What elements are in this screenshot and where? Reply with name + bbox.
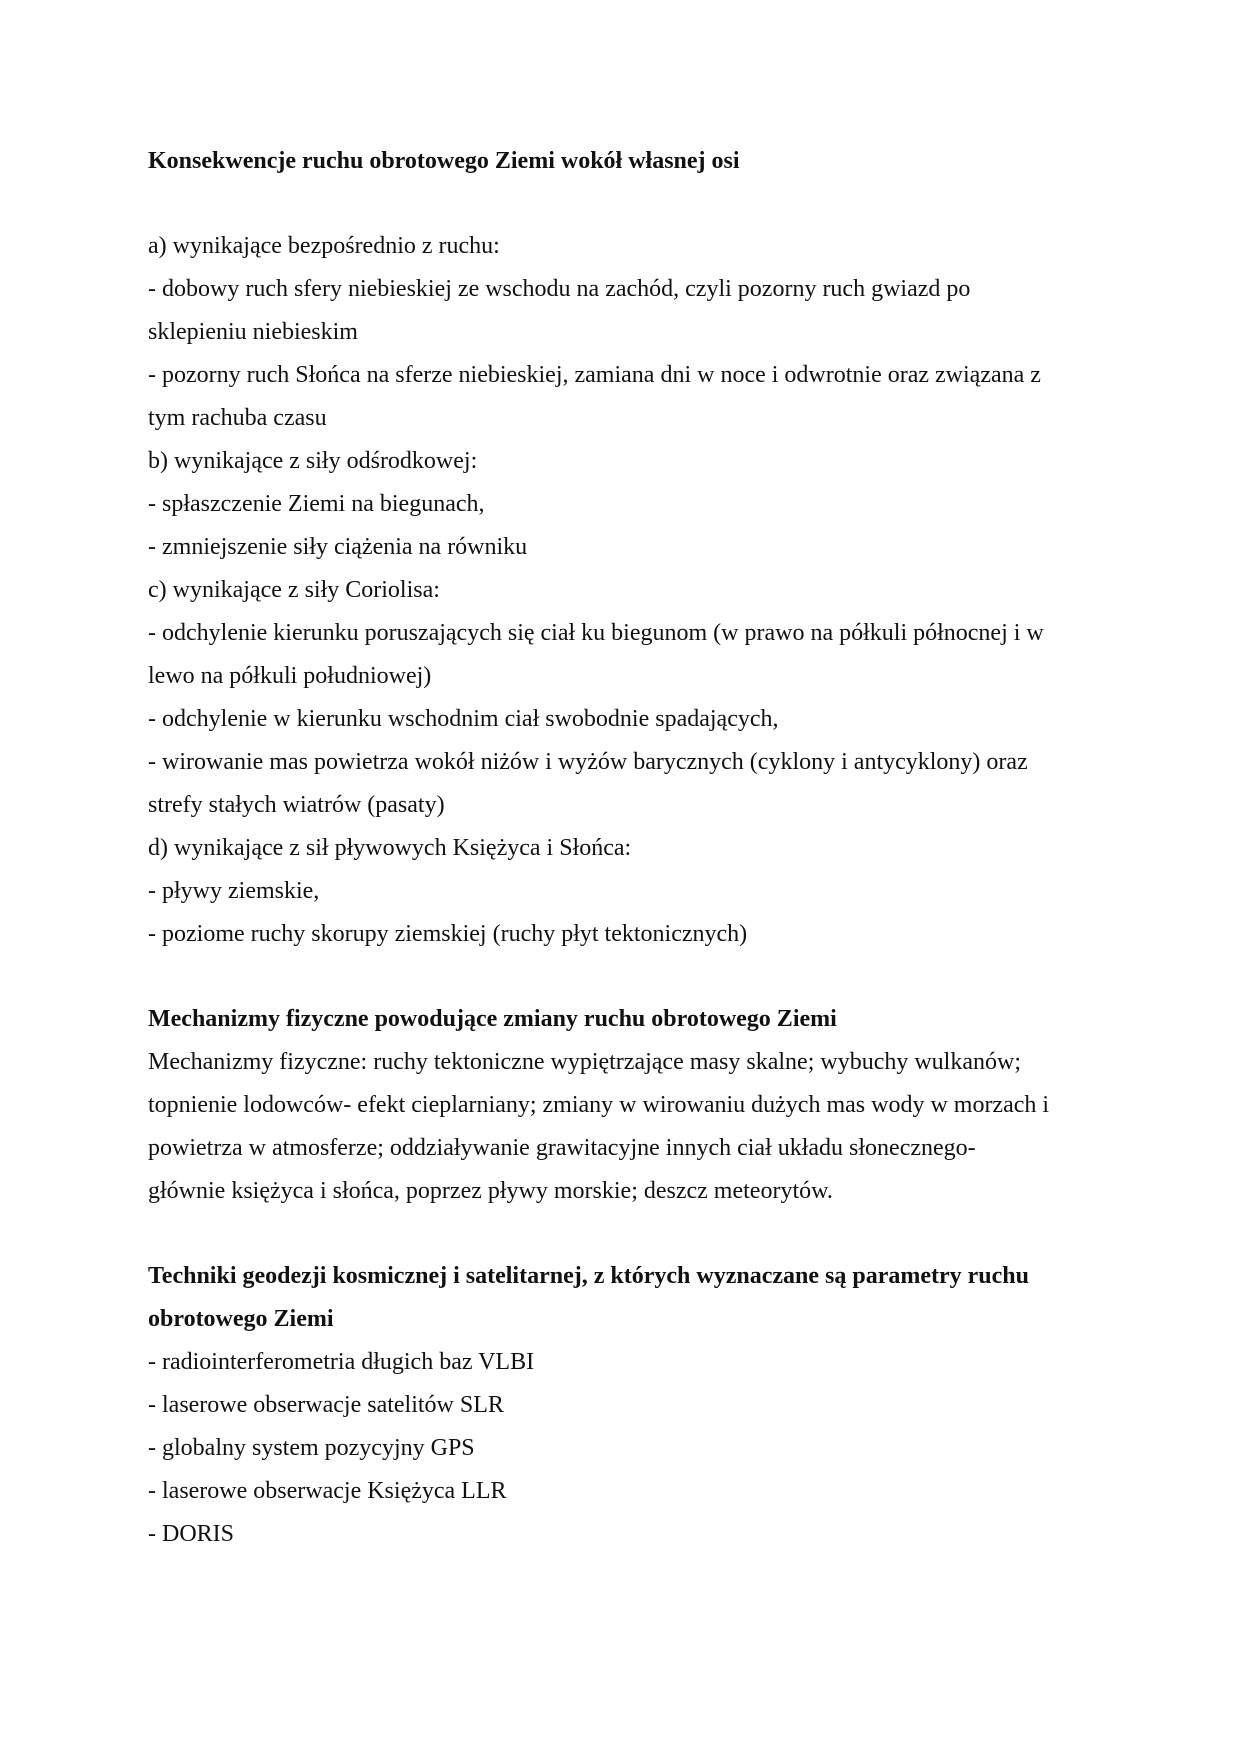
text-line: powietrza w atmosferze; oddziaływanie grawitacyjne innych ciał układu słonecznego-: [148, 1135, 976, 1161]
section-heading-techniques: Techniki geodezji kosmicznej i satelitarnej, z których wyznaczane są parametry ruchu: [148, 1263, 1029, 1289]
text-line: - pozorny ruch Słońca na sferze niebieskiej, zamiana dni w noce i odwrotnie oraz związana z: [148, 362, 1041, 388]
document-body: [148, 140, 1108, 1556]
list-item: - radiointerferometria długich baz VLBI: [148, 1349, 535, 1375]
text-line: topnienie lodowców- efekt cieplarniany; zmiany w wirowaniu dużych mas wody w morzach i: [148, 1092, 1050, 1118]
spacer: [148, 183, 1108, 225]
list-item: - DORIS: [148, 1521, 235, 1547]
text-line: - odchylenie kierunku poruszających się ciał ku biegunom (w prawo na półkuli północnej i w: [148, 620, 1044, 646]
list-item: - laserowe obserwacje Księżyca LLR: [148, 1478, 507, 1504]
text-line: - odchylenie w kierunku wschodnim ciał swobodnie spadających,: [148, 706, 779, 732]
text-line: strefy stałych wiatrów (pasaty): [148, 792, 445, 818]
text-line: - pływy ziemskie,: [148, 878, 320, 904]
text-line: - wirowanie mas powietrza wokół niżów i wyżów barycznych (cyklony i antycyklony) oraz: [148, 749, 1028, 775]
text-line: - zmniejszenie siły ciążenia na równiku: [148, 534, 528, 560]
text-line: - spłaszczenie Ziemi na biegunach,: [148, 491, 485, 517]
text-line: c) wynikające z siły Coriolisa:: [148, 577, 440, 603]
list-item: - globalny system pozycyjny GPS: [148, 1435, 475, 1461]
section-heading-techniques-cont: obrotowego Ziemi: [148, 1306, 334, 1332]
section-heading-consequences: Konsekwencje ruchu obrotowego Ziemi wokół własnej osi: [148, 148, 740, 174]
list-item: - laserowe obserwacje satelitów SLR: [148, 1392, 504, 1418]
spacer: [148, 1213, 1108, 1255]
text-line: lewo na półkuli południowej): [148, 663, 432, 689]
text-line: Mechanizmy fizyczne: ruchy tektoniczne wypiętrzające masy skalne; wybuchy wulkanów;: [148, 1049, 1021, 1075]
section-heading-mechanisms: Mechanizmy fizyczne powodujące zmiany ruchu obrotowego Ziemi: [148, 1006, 837, 1032]
text-line: b) wynikające z siły odśrodkowej:: [148, 448, 478, 474]
text-line: a) wynikające bezpośrednio z ruchu:: [148, 233, 500, 259]
text-line: - dobowy ruch sfery niebieskiej ze wschodu na zachód, czyli pozorny ruch gwiazd po: [148, 276, 971, 302]
text-line: sklepieniu niebieskim: [148, 319, 358, 345]
spacer: [148, 956, 1108, 998]
text-line: tym rachuba czasu: [148, 405, 327, 431]
text-line: głównie księżyca i słońca, poprzez pływy morskie; deszcz meteorytów.: [148, 1178, 833, 1204]
text-line: - poziome ruchy skorupy ziemskiej (ruchy płyt tektonicznych): [148, 921, 748, 947]
text-line: d) wynikające z sił pływowych Księżyca i Słońca:: [148, 835, 632, 861]
